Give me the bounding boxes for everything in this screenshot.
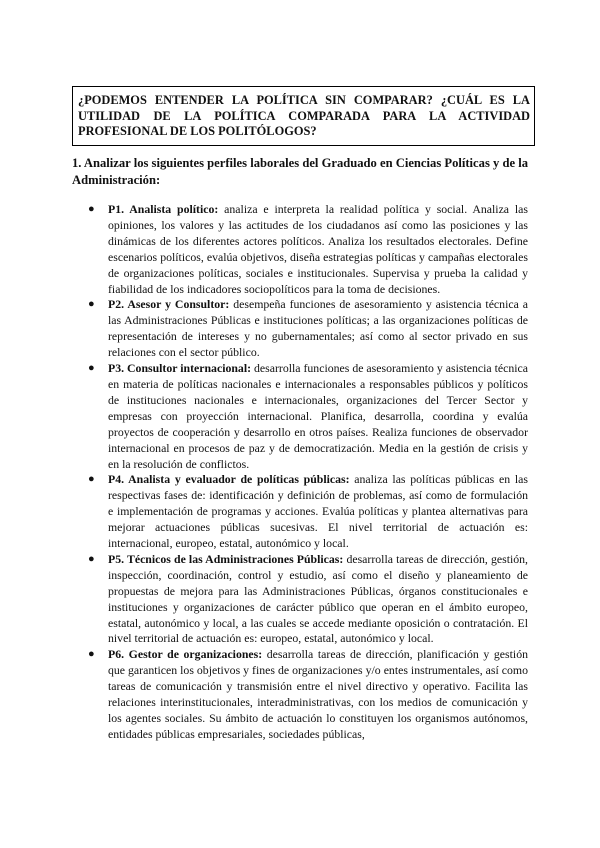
bullet-icon: ● — [88, 362, 95, 375]
profile-label: P4. Analista y evaluador de políticas públicas: — [108, 472, 350, 487]
bullet-icon: ● — [88, 648, 95, 661]
document-title: ¿PODEMOS ENTENDER LA POLÍTICA SIN COMPARAR? ¿CUÁL ES LA UTILIDAD DE LA POLÍTICA COMPARADA PARA LA ACTIVIDAD PROFESIONAL DE LOS POLITÓLOGOS? — [72, 86, 535, 146]
bullet-icon: ● — [88, 552, 95, 565]
profile-label: P1. Analista político: — [108, 202, 219, 216]
bullet-icon: ● — [88, 298, 95, 311]
profile-text: analiza las políticas públicas en las respectivas fases de: identificación y definición de problemas, así como de formulación e implementación de programas y acciones. Evalúa políticas y plantea alternativas para mejorar actuaciones públicas sucesivas. El nivel territorial de actuación es: internacional, europeo, estatal, autonómico y local. — [108, 472, 528, 551]
list-item — [88, 202, 528, 297]
list-item — [88, 647, 528, 742]
profile-text: desempeña funciones de asesoramiento y asistencia técnica a las Administraciones Públicas e instituciones políticas; a las organizaciones políticas de representación de intereses y no gubernamentales; así como al sector privado en sus relaciones con el sector público. — [108, 297, 528, 360]
profile-list — [0, 202, 600, 743]
list-item — [88, 551, 528, 647]
profile-label: P2. Asesor y Consultor: — [108, 297, 230, 312]
bullet-icon: ● — [88, 473, 95, 486]
bullet-icon: ● — [88, 203, 95, 215]
list-item — [88, 297, 528, 361]
profile-label: P3. Consultor internacional: — [108, 361, 252, 376]
profile-label: P6. Gestor de organizaciones: — [108, 647, 263, 662]
list-item — [88, 472, 528, 552]
profile-label: P5. Técnicos de las Administraciones Públicas: — [108, 551, 344, 566]
list-item — [88, 361, 528, 472]
question-heading: 1. Analizar los siguientes perfiles laborales del Graduado en Ciencias Políticas y de la Administración: — [72, 156, 528, 187]
profile-text: desarrolla tareas de dirección, gestión, inspección, coordinación, control y estudio, así como el diseño y planeamiento de propuestas de mejora para las Administraciones Públicas, órganos constitucionales e instituciones y organizaciones de carácter público que operan en el ámbito europeo, estatal, autonómico y local, a las cuales se accede mediante oposición o contratación. El nivel territorial de actuación es: europeo, estatal, autonómico y local. — [108, 551, 528, 646]
profile-text: analiza e interpreta la realidad política y social. Analiza las opiniones, los valores y las actitudes de los ciudadanos así como las posiciones y las dinámicas de los diferentes actores políticos. Analiza los resultados electorales. Define escenarios políticos, evalúa objetivos, diseña estrategias políticas y campañas electorales de organizaciones políticas, sociales e institucionales. Supervisa y prueba la calidad y fiabilidad de los indicadores sociopolíticos para la toma de decisiones. — [108, 202, 528, 296]
profile-text: desarrolla funciones de asesoramiento y asistencia técnica en materia de políticas nacionales e internacionales a responsables públicos y políticos de instituciones nacionales e internacionales, organizaciones del Tercer Sector y empresas con proyección internacional. Planifica, desarrolla, coordina y evalúa proyectos de cooperación y desarrollo en otros países. Realiza funciones de observador internacional en procesos de paz y de democratización. Media en la gestión de crisis y en la resolución de conflictos. — [108, 361, 528, 471]
profile-text: desarrolla tareas de dirección, planificación y gestión que garanticen los objetivos y fines de organizaciones y/o entes instrumentales, así como tareas de comunicación y transmisión entre el nivel directivo y operativo. Facilita las relaciones interinstitucionales, interadministrativas, con los medios de comunicación y los agentes sociales. Su ámbito de actuación lo constituyen los organismos autónomos, entidades públicas empresariales, sociedades públicas, — [108, 647, 528, 741]
